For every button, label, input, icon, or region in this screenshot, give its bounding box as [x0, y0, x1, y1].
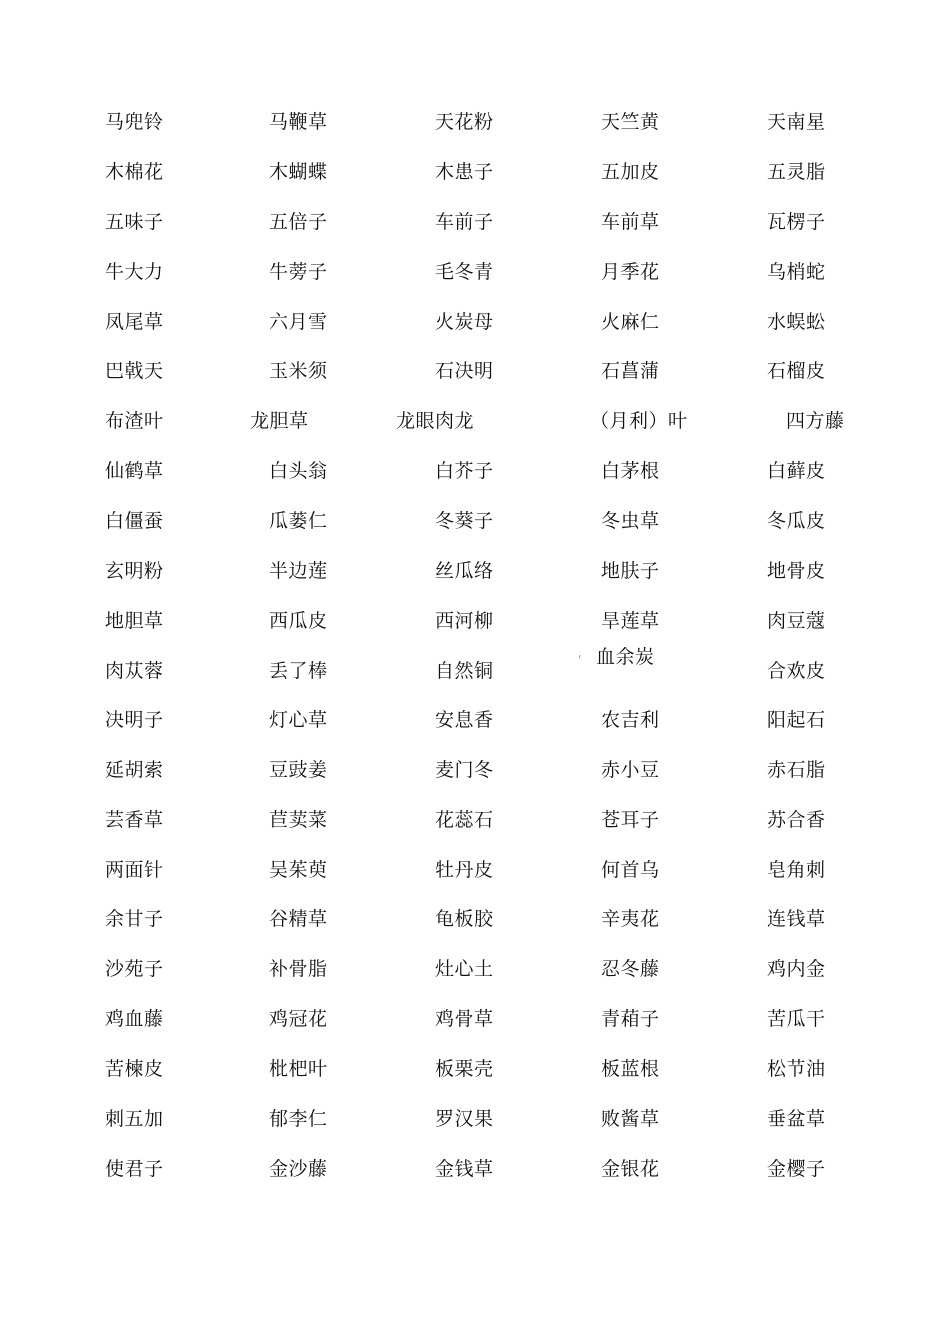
herb-name: 刺五加: [105, 1108, 164, 1130]
herb-name: 血余炭: [596, 646, 655, 668]
herb-row: [0, 957, 950, 987]
herb-row: [0, 1157, 950, 1187]
herb-name: 旱莲草: [601, 610, 660, 632]
herb-name: 皂角刺: [767, 859, 826, 881]
herb-name: 板蓝根: [601, 1058, 660, 1080]
herb-name: 麦门冬: [435, 759, 494, 781]
herb-name: 芸香草: [105, 809, 164, 831]
herb-row: [0, 559, 950, 589]
herb-name: 金银花: [601, 1158, 660, 1180]
herb-name: 牛蒡子: [269, 261, 328, 283]
herb-name: 花蕊石: [435, 809, 494, 831]
herb-row: [0, 459, 950, 489]
herb-name: 豆豉姜: [269, 759, 328, 781]
herb-name: 仙鹤草: [105, 460, 164, 482]
herb-name: 车前子: [435, 211, 494, 233]
herb-row: [0, 708, 950, 738]
herb-name: 肉苁蓉: [105, 660, 164, 682]
herb-name: 鸡内金: [767, 958, 826, 980]
herb-name: 辛夷花: [601, 908, 660, 930]
herb-row: [0, 509, 950, 539]
herb-name: 败酱草: [601, 1108, 660, 1130]
herb-name: 石决明: [435, 360, 494, 382]
herb-row: [0, 310, 950, 340]
herb-name: 苍耳子: [601, 809, 660, 831]
herb-name: 丢了棒: [269, 660, 328, 682]
herb-name: 天南星: [767, 111, 826, 133]
herb-row: [0, 409, 950, 439]
herb-name: 自然铜: [435, 660, 494, 682]
herb-name: 丝瓜络: [435, 560, 494, 582]
herb-name: 灯心草: [269, 709, 328, 731]
herb-name: 五倍子: [269, 211, 328, 233]
herb-row: [0, 359, 950, 389]
herb-name: 瓜蒌仁: [269, 510, 328, 532]
herb-row: [0, 907, 950, 937]
herb-name: 鸡冠花: [269, 1008, 328, 1030]
herb-row: [0, 758, 950, 788]
herb-name: 车前草: [601, 211, 660, 233]
herb-name: 白芥子: [435, 460, 494, 482]
herb-name: 地胆草: [105, 610, 164, 632]
herb-name: 赤石脂: [767, 759, 826, 781]
herb-name: 天竺黄: [601, 111, 660, 133]
herb-name: 水蜈蚣: [767, 311, 826, 333]
herb-name: 地骨皮: [767, 560, 826, 582]
herb-name: 五灵脂: [767, 161, 826, 183]
herb-row: [0, 260, 950, 290]
herb-name: 连钱草: [767, 908, 826, 930]
herb-name: 西瓜皮: [269, 610, 328, 632]
herb-name: 决明子: [105, 709, 164, 731]
herb-name: 白藓皮: [767, 460, 826, 482]
herb-name: 马鞭草: [269, 111, 328, 133]
herb-name: 西河柳: [435, 610, 494, 632]
herb-name: 五加皮: [601, 161, 660, 183]
herb-name: 赤小豆: [601, 759, 660, 781]
herb-name: 冬虫草: [601, 510, 660, 532]
herb-name: 板栗壳: [435, 1058, 494, 1080]
herb-name: 玉米须: [269, 360, 328, 382]
herb-name: 龙眼肉龙: [396, 410, 475, 432]
herb-row: [0, 210, 950, 240]
herb-name: 肉豆蔻: [767, 610, 826, 632]
herb-row: [0, 808, 950, 838]
herb-name: 使君子: [105, 1158, 164, 1180]
herb-name: 吴茱萸: [269, 859, 328, 881]
herb-name: 白茅根: [601, 460, 660, 482]
herb-name: 苣荬菜: [269, 809, 328, 831]
herb-row: [0, 160, 950, 190]
herb-name: 六月雪: [269, 311, 328, 333]
herb-row: [0, 1107, 950, 1137]
herb-name: 苦楝皮: [105, 1058, 164, 1080]
herb-name: 瓦楞子: [767, 211, 826, 233]
herb-name: 枇杷叶: [269, 1058, 328, 1080]
herb-name: 冬瓜皮: [767, 510, 826, 532]
herb-name: 火麻仁: [601, 311, 660, 333]
herb-name: 白僵蚕: [105, 510, 164, 532]
herb-name: 乌梢蛇: [767, 261, 826, 283]
herb-name: 两面针: [105, 859, 164, 881]
herb-name: 木患子: [435, 161, 494, 183]
herb-name: 冬葵子: [435, 510, 494, 532]
herb-row: [0, 646, 950, 689]
herb-name: 五味子: [105, 211, 164, 233]
herb-name: 龙胆草: [250, 410, 309, 432]
herb-name: 龟板胶: [435, 908, 494, 930]
herb-name: 沙苑子: [105, 958, 164, 980]
herb-name: 余甘子: [105, 908, 164, 930]
herb-name: 布渣叶: [105, 410, 164, 432]
herb-name: 鸡血藤: [105, 1008, 164, 1030]
herb-name: 金沙藤: [269, 1158, 328, 1180]
herb-row: [0, 858, 950, 888]
herb-name: 金樱子: [767, 1158, 826, 1180]
herb-name: 松节油: [767, 1058, 826, 1080]
herb-name: 牛大力: [105, 261, 164, 283]
herb-name: 天花粉: [435, 111, 494, 133]
herb-name: 谷精草: [269, 908, 328, 930]
herb-name: 郁李仁: [269, 1108, 328, 1130]
herb-name: 金钱草: [435, 1158, 494, 1180]
herb-name: 罗汉果: [435, 1108, 494, 1130]
herb-name: 玄明粉: [105, 560, 164, 582]
herb-name: 补骨脂: [269, 958, 328, 980]
herb-name: 苏合香: [767, 809, 826, 831]
herb-name: 阳起石: [767, 709, 826, 731]
herb-row: [0, 1057, 950, 1087]
herb-name: 青葙子: [601, 1008, 660, 1030]
herb-name: 延胡索: [105, 759, 164, 781]
herb-name: 牡丹皮: [435, 859, 494, 881]
stray-mark: ': [578, 653, 582, 667]
herb-row: [0, 609, 950, 639]
herb-name: 毛冬青: [435, 261, 494, 283]
herb-name: 石菖蒲: [601, 360, 660, 382]
herb-name: 木蝴蝶: [269, 161, 328, 183]
herb-row: [0, 110, 950, 140]
herb-row: [0, 1007, 950, 1037]
herb-name: 凤尾草: [105, 311, 164, 333]
herb-name: 忍冬藤: [601, 958, 660, 980]
herb-name: 何首乌: [601, 859, 660, 881]
herb-name: 火炭母: [435, 311, 494, 333]
herb-name: 地肤子: [601, 560, 660, 582]
herb-name: 马兜铃: [105, 111, 164, 133]
herb-name: 白头翁: [269, 460, 328, 482]
herb-name: （月利）叶: [590, 410, 688, 432]
herb-name: 鸡骨草: [435, 1008, 494, 1030]
herb-name: 苦瓜干: [767, 1008, 826, 1030]
herb-name: 月季花: [601, 261, 660, 283]
herb-name: 垂盆草: [767, 1108, 826, 1130]
herb-name: 石榴皮: [767, 360, 826, 382]
herb-name: 四方藤: [786, 410, 845, 432]
herb-name: 农吉利: [601, 709, 660, 731]
herb-name: 合欢皮: [767, 660, 826, 682]
herb-name: 灶心土: [435, 958, 494, 980]
herb-name: 巴戟天: [105, 360, 164, 382]
herb-name: 安息香: [435, 709, 494, 731]
herb-name: 木棉花: [105, 161, 164, 183]
herb-name: 半边莲: [269, 560, 328, 582]
